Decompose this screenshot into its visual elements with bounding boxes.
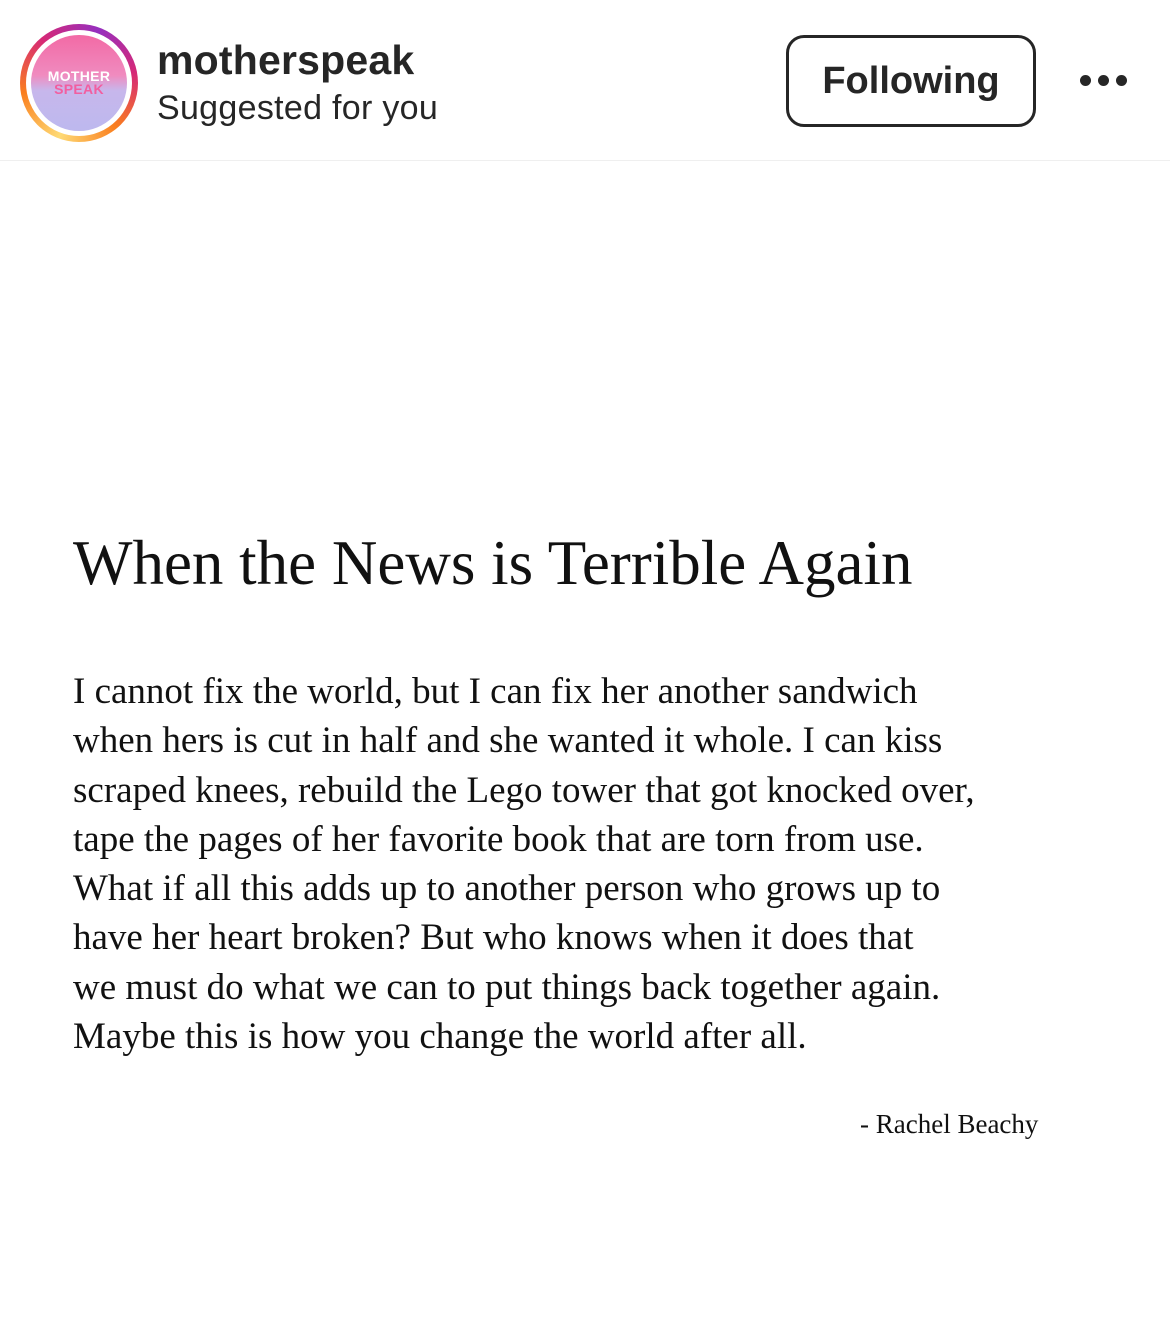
poem-line: What if all this adds up to another person who grows up to [73, 868, 941, 910]
poem-line: scraped knees, rebuild the Lego tower that got knocked over, [73, 769, 975, 811]
poem-line: have her heart broken? But who knows when it does that [73, 917, 914, 959]
poem-line: when hers is cut in half and she wanted it whole. I can kiss [73, 720, 943, 762]
poem-body [73, 667, 1133, 1061]
suggested-label: Suggested for you [157, 89, 439, 127]
avatar-logo-text-bottom: SPEAK [54, 81, 104, 97]
avatar[interactable] [31, 35, 127, 131]
post-header [0, 0, 1170, 161]
poem-attribution: - Rachel Beachy [860, 1109, 1039, 1139]
poem-line: we must do what we can to put things back together again. [73, 966, 941, 1008]
avatar-gap [26, 30, 132, 136]
poem-line: Maybe this is how you change the world after all. [73, 1016, 807, 1058]
story-ring[interactable] [20, 24, 138, 142]
username[interactable]: motherspeak [157, 37, 415, 83]
post-image[interactable] [0, 161, 1170, 1334]
more-horizontal-icon[interactable] [1076, 70, 1132, 92]
poem-line: I cannot fix the world, but I can fix her another sandwich [73, 671, 918, 712]
following-button[interactable]: Following [786, 35, 1036, 127]
poem-line: tape the pages of her favorite book that are torn from use. [73, 818, 924, 860]
avatar-logo-text-top: MOTHER [47, 68, 111, 84]
poem-title: When the News is Terrible Again [73, 528, 913, 598]
